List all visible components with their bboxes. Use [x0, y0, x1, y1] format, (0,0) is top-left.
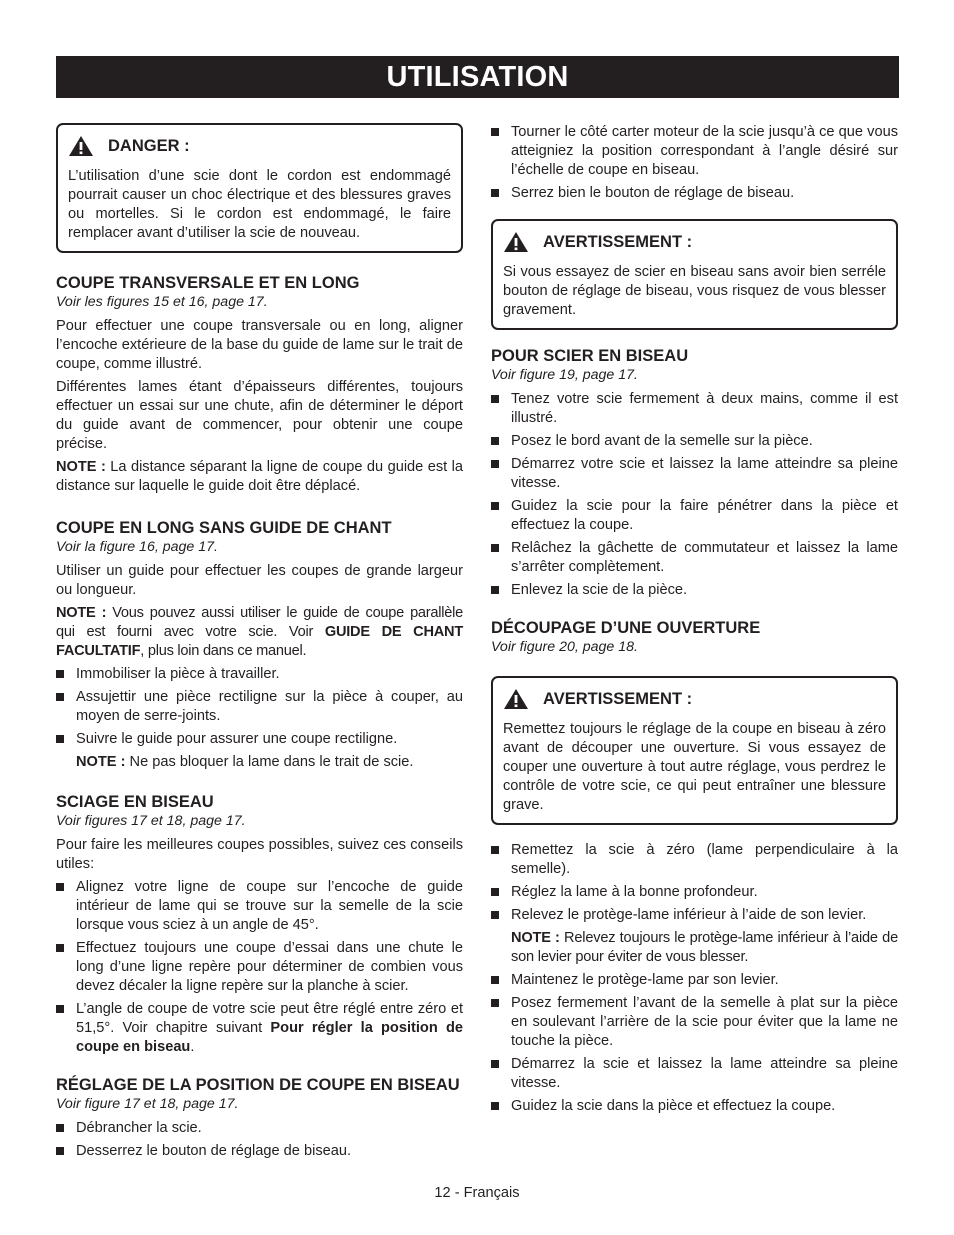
list-item: Réglez la lame à la bonne profondeur.: [491, 883, 898, 902]
note: [491, 929, 898, 967]
list-item: Relevez le protège-lame inférieur à l’aide de son levier.: [491, 906, 898, 925]
bullet-square-icon: [491, 976, 499, 984]
bullet-list: [56, 1119, 463, 1161]
bullet-list: [491, 390, 898, 600]
list-item: Relâchez la gâchette de commutateur et laissez la lame s’arrêter complètement.: [491, 539, 898, 577]
figure-reference: Voir figure 20, page 18.: [491, 639, 638, 655]
warning-header: [503, 231, 886, 253]
figure-reference: Voir figure 19, page 17.: [491, 367, 638, 383]
bullet-list: [491, 971, 898, 1116]
list-item: Débrancher la scie.: [56, 1119, 463, 1138]
list-item: Tenez votre scie fermement à deux mains, comme il est illustré.: [491, 390, 898, 428]
bullet-square-icon: [491, 544, 499, 552]
warning-box: [491, 219, 898, 330]
bullet-square-icon: [56, 735, 64, 743]
bullet-square-icon: [491, 888, 499, 896]
list-item: Posez le bord avant de la semelle sur la pièce.: [491, 432, 898, 451]
paragraph: Différentes lames étant d’épaisseurs différentes, toujours effectuer un essai sur une chute, afin de déterminer le déport du guide avant de commencer, pour obtenir une coupe précise.: [56, 379, 463, 452]
warning-text: Si vous essayez de scier en biseau sans avoir bien serréle bouton de réglage de biseau, vous risquez de vous blesser gravement.: [503, 264, 886, 318]
danger-header: [68, 135, 451, 157]
list-item: Démarrez votre scie et laissez la lame atteindre sa pleine vitesse.: [491, 455, 898, 493]
warning-heading: AVERTISSEMENT :: [543, 232, 693, 251]
note-text: Ne pas bloquer la lame dans le trait de scie.: [125, 754, 414, 770]
section-heading: SCIAGE EN BISEAU: [56, 793, 214, 811]
left-column: [56, 123, 463, 1165]
list-item: Effectuez toujours une coupe d’essai dans une chute le long d’une ligne repère pour déterminer de combien vous devez décaler la ligne repère sur la planche à scier.: [56, 939, 463, 996]
note-bold: GUIDE DE CHANT FACULTATIF: [56, 624, 463, 659]
bullet-square-icon: [56, 944, 64, 952]
list-item: Tourner le côté carter moteur de la scie jusqu’à ce que vous atteigniez la position correspondant à l’angle désiré sur l’échelle de coupe en biseau.: [491, 123, 898, 180]
warning-heading: AVERTISSEMENT :: [543, 689, 693, 708]
list-item: Enlevez la scie de la pièce.: [491, 581, 898, 600]
note-text: Relevez toujours le protège-lame inférieur à l’aide de son levier pour éviter de vous blesser.: [511, 930, 898, 965]
figure-reference: Voir figure 17 et 18, page 17.: [56, 1096, 239, 1112]
bullet-square-icon: [56, 1147, 64, 1155]
note: [56, 458, 463, 496]
list-item: Remettez la scie à zéro (lame perpendiculaire à la semelle).: [491, 841, 898, 879]
paragraph: Pour faire les meilleures coupes possibles, suivez ces conseils utiles:: [56, 837, 463, 872]
note-text: , plus loin dans ce manuel.: [140, 643, 307, 659]
note: [56, 604, 463, 661]
list-item: Immobiliser la pièce à travailler.: [56, 665, 463, 684]
note: [56, 753, 463, 772]
list-item: Serrez bien le bouton de réglage de biseau.: [491, 184, 898, 203]
right-column: [491, 123, 898, 1120]
bullet-list: [56, 878, 463, 1057]
section-heading: DÉCOUPAGE D’UNE OUVERTURE: [491, 619, 761, 637]
list-item: Assujettir une pièce rectiligne sur la pièce à couper, au moyen de serre-joints.: [56, 688, 463, 726]
bullet-square-icon: [491, 128, 499, 136]
list-item: Suivre le guide pour assurer une coupe rectiligne.: [56, 730, 463, 749]
section-heading: RÉGLAGE DE LA POSITION DE COUPE EN BISEAU: [56, 1076, 460, 1094]
list-item: Démarrez la scie et laissez la lame atteindre sa pleine vitesse.: [491, 1055, 898, 1093]
bullet-square-icon: [491, 437, 499, 445]
warning-header: [503, 688, 886, 710]
list-item: Posez fermement l’avant de la semelle à plat sur la pièce en soulevant l’arrière de la scie pour éviter que la lame ne touche la pièce.: [491, 994, 898, 1051]
list-item: Desserrez le bouton de réglage de biseau.: [56, 1142, 463, 1161]
note-text: Vous pouvez aussi utiliser le guide de coupe parallèle qui est fourni avec votre scie. Voir: [56, 605, 463, 640]
note-label: NOTE :: [511, 930, 560, 946]
paragraph: Utiliser un guide pour effectuer les coupes de grande largeur ou longueur.: [56, 563, 463, 598]
figure-reference: Voir figures 17 et 18, page 17.: [56, 813, 246, 829]
bullet-square-icon: [491, 999, 499, 1007]
note-label: NOTE :: [56, 459, 106, 475]
danger-text: L’utilisation d’une scie dont le cordon est endommagé pourrait causer un choc électrique et des blessures graves ou mortelles. Si le cordon est endommagé, le faire remplacer avant d’utiliser la scie de nouveau.: [68, 168, 451, 241]
warning-triangle-icon: [503, 688, 529, 710]
danger-box: [56, 123, 463, 253]
bullet-square-icon: [56, 1124, 64, 1132]
note-label: NOTE :: [56, 605, 107, 621]
paragraph: Pour effectuer une coupe transversale ou en long, aligner l’encoche extérieure de la base du guide de lame sur le trait de coupe, comme illustré.: [56, 318, 463, 372]
list-item: Guidez la scie pour la faire pénétrer dans la pièce et effectuez la coupe.: [491, 497, 898, 535]
page-title: UTILISATION: [56, 56, 899, 98]
warning-triangle-icon: [503, 231, 529, 253]
warning-triangle-icon: [68, 135, 94, 157]
list-item: Maintenez le protège-lame par son levier.: [491, 971, 898, 990]
bullet-list: [491, 123, 898, 203]
bullet-square-icon: [491, 586, 499, 594]
note-label: NOTE :: [76, 754, 126, 770]
bullet-square-icon: [56, 670, 64, 678]
bullet-square-icon: [491, 846, 499, 854]
figure-reference: Voir les figures 15 et 16, page 17.: [56, 294, 268, 310]
bullet-square-icon: [56, 883, 64, 891]
figure-reference: Voir la figure 16, page 17.: [56, 539, 218, 555]
list-item: Guidez la scie dans la pièce et effectuez la coupe.: [491, 1097, 898, 1116]
warning-box: [491, 676, 898, 825]
danger-heading: DANGER :: [108, 136, 190, 155]
bullet-list: [491, 841, 898, 925]
section-heading: COUPE EN LONG SANS GUIDE DE CHANT: [56, 519, 392, 537]
bullet-square-icon: [56, 693, 64, 701]
bullet-square-icon: [491, 911, 499, 919]
bullet-list: [56, 665, 463, 749]
section-heading: POUR SCIER EN BISEAU: [491, 347, 689, 365]
bullet-square-icon: [491, 460, 499, 468]
note-text: La distance séparant la ligne de coupe du guide est la distance sur laquelle le guide doit être déplacé.: [56, 459, 463, 494]
bullet-square-icon: [56, 1005, 64, 1013]
bullet-square-icon: [491, 502, 499, 510]
section-heading: COUPE TRANSVERSALE ET EN LONG: [56, 274, 360, 292]
bullet-square-icon: [491, 189, 499, 197]
bullet-square-icon: [491, 1102, 499, 1110]
warning-text: Remettez toujours le réglage de la coupe en biseau à zéro avant de découper une ouverture. Si vous essayez de couper une ouverture à tout autre réglage, vous perdrez le contrôle de votre scie, ce qui peut entraîner une blessure grave.: [503, 721, 886, 813]
bullet-square-icon: [491, 395, 499, 403]
page-footer: 12 - Français: [434, 1185, 520, 1201]
bullet-square-icon: [491, 1060, 499, 1068]
list-item: L’angle de coupe de votre scie peut être réglé entre zéro et 51,5°. Voir chapitre suivant Pour régler la position de coupe en biseau.: [56, 1000, 463, 1057]
list-item: Alignez votre ligne de coupe sur l’encoche de guide intérieur de lame qui se trouve sur la semelle de la scie lorsque vous sciez à un angle de 45°.: [56, 878, 463, 935]
